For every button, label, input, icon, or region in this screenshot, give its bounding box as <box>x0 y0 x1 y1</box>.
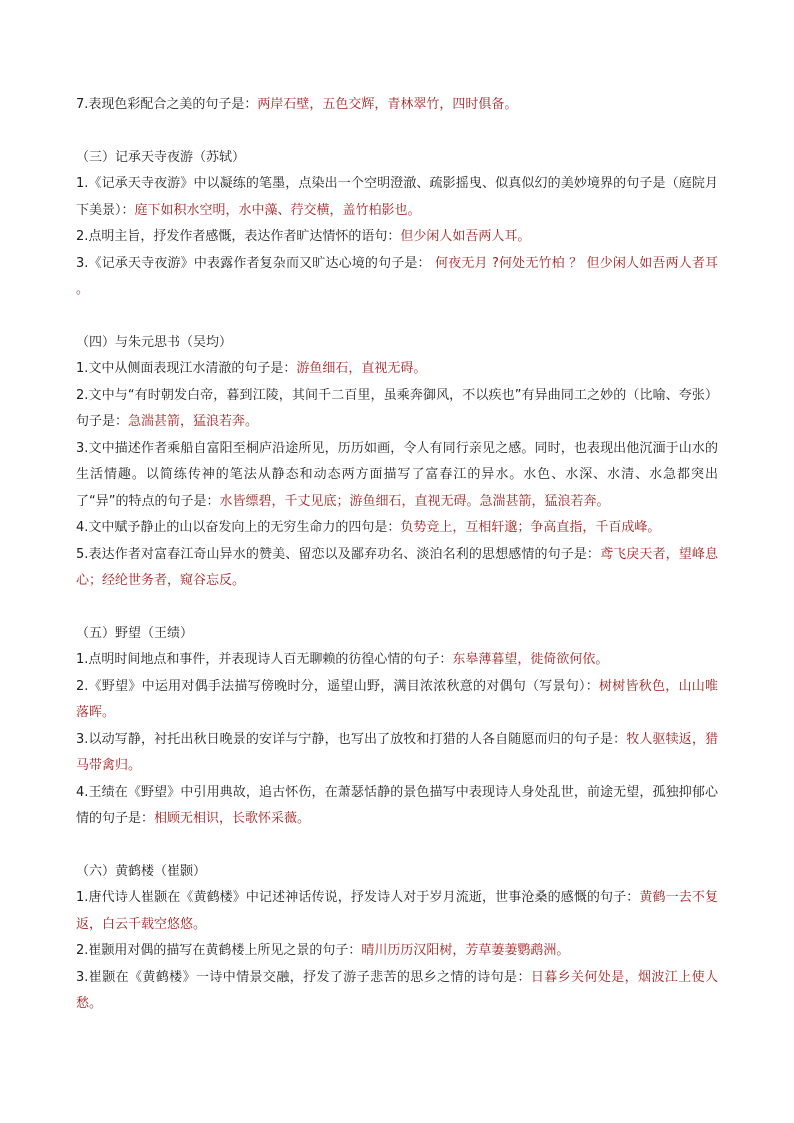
list-item <box>76 542 718 595</box>
question-text: 2.崔颢用对偶的描写在黄鹤楼上所见之景的句子： <box>76 943 362 958</box>
section-ye-wang <box>76 621 718 833</box>
answer-text: 晴川历历汉阳树，芳草萋萋鹦鹉洲。 <box>361 943 570 958</box>
list-item <box>76 727 718 780</box>
question-text: 2.文中与“有时朝发白帝，暮到江陵，其间千二百里，虽乘奔御风，不以疾也”有异曲同工之妙的（比喻、夸张）句子是： <box>76 387 718 429</box>
document-page <box>76 92 718 1018</box>
question-text: 2.点明主旨，抒发作者感慨，表达作者旷达情怀的语句： <box>76 229 401 244</box>
question-text: 1.点明时间地点和事件，并表现诗人百无聊赖的彷徨心情的句子： <box>76 652 453 667</box>
list-item <box>76 515 718 542</box>
section-yu-zhu-yuan-si-shu <box>76 330 718 595</box>
question-text: 3.以动写静，衬托出秋日晚景的安详与宁静，也写出了放牧和打猎的人各自随愿而归的句子是： <box>76 731 627 747</box>
answer-text: 但少闲人如吾两人耳。 <box>400 229 531 244</box>
spacer <box>76 119 718 145</box>
answer-text: 树树皆秋色，山山唯落晖。 <box>76 678 718 720</box>
list-item <box>76 674 718 727</box>
question-text: 1.《记承天寺夜游》中以凝练的笔墨，点染出一个空明澄澈、疏影摇曳、似真似幻的美妙境界的句子是（庭院月下美景）： <box>76 176 718 218</box>
answer-text: 庭下如积水空明，水中藻、荇交横，盖竹柏影也。 <box>134 202 421 218</box>
section-huang-he-lou <box>76 859 718 1018</box>
section-heading: （四）与朱元思书（吴均） <box>76 334 233 350</box>
question-text: 2.《野望》中运用对偶手法描写傍晚时分，遥望山野，满目浓浓秋意的对偶句（写景句）： <box>76 678 599 694</box>
answer-text: 急湍甚箭，猛浪若奔。 <box>128 414 259 429</box>
list-item <box>76 251 718 304</box>
list-item <box>76 780 718 833</box>
list-item <box>76 171 718 224</box>
question-text: 3.崔颢在《黄鹤楼》一诗中情景交融，抒发了游子悲苦的思乡之情的诗句是： <box>76 969 531 985</box>
list-item <box>76 436 718 516</box>
list-item <box>76 224 718 251</box>
section-heading: （六）黄鹤楼（崔颢） <box>76 863 207 879</box>
answer-text: 日暮乡关何处是，烟波江上使人愁。 <box>76 969 718 1011</box>
answer-text: 黄鹤一去不复返，白云千载空悠悠。 <box>76 890 718 932</box>
answer-text: 负势竞上，互相轩邈；争高直指，千百成峰。 <box>400 520 661 535</box>
intro-item <box>76 92 718 119</box>
question-text: 1.唐代诗人崔颢在《黄鹤楼》中记述神话传说，抒发诗人对于岁月流逝，世事沧桑的感慨的句子： <box>76 890 640 905</box>
question-text: 1.文中从侧面表现江水清澈的句子是： <box>76 361 297 376</box>
question-text: 4.文中赋予静止的山以奋发向上的无穷生命力的四句是： <box>76 520 401 535</box>
answer-text: 东皋薄暮望，徙倚欲何依。 <box>452 652 609 667</box>
question-text: 3.《记承天寺夜游》中表露作者复杂而又旷达心境的句子是： <box>76 255 431 271</box>
answer-text: 牧人驱犊返，猎马带禽归。 <box>76 731 718 773</box>
answer-text: 鸢飞戾天者，望峰息心；经纶世务者，窥谷忘反。 <box>76 546 718 588</box>
answer-text: 游鱼细石，直视无碍。 <box>296 361 427 376</box>
list-item <box>76 885 718 938</box>
question-text: 7.表现色彩配合之美的句子是： <box>76 97 258 112</box>
question-text: 5.表达作者对富春江奇山异水的赞美、留恋以及鄙弃功名、淡泊名利的思想感情的句子是： <box>76 546 601 562</box>
list-item <box>76 383 718 436</box>
answer-text: 两岸石壁，五色交辉，青林翠竹，四时俱备。 <box>257 97 518 112</box>
question-text: 4.王绩在《野望》中引用典故，追古怀伤，在萧瑟恬静的景色描写中表现诗人身处乱世，前途无望，孤独抑郁心情的句子是： <box>76 784 718 826</box>
question-text: 3.文中描述作者乘船自富阳至桐庐沿途所见，历历如画，令人有同行亲见之感。同时，也表现出他沉湎于山水的生活情趣。以简练传神的笔法从静态和动态两方面描写了富春江的异水。水色、水深、水清、水急都突出了“异”的特点的句子是： <box>76 440 718 509</box>
answer-text: 水皆缥碧，千丈见底；游鱼细石，直视无碍。急湍甚箭，猛浪若奔。 <box>219 493 610 509</box>
spacer <box>76 595 718 621</box>
list-item <box>76 965 718 1018</box>
spacer <box>76 304 718 330</box>
list-item <box>76 356 718 383</box>
answer-text: 相顾无相识，长歌怀采薇。 <box>154 811 311 826</box>
spacer <box>76 833 718 859</box>
list-item <box>76 647 718 674</box>
section-heading: （三）记承天寺夜游（苏轼） <box>76 149 246 165</box>
section-ji-cheng-tian-si <box>76 145 718 304</box>
list-item <box>76 938 718 965</box>
section-heading: （五）野望（王绩） <box>76 625 194 641</box>
answer-text: 何夜无月 ?何处无竹柏 ？ 但少闲人如吾两人者耳 。 <box>76 255 719 297</box>
